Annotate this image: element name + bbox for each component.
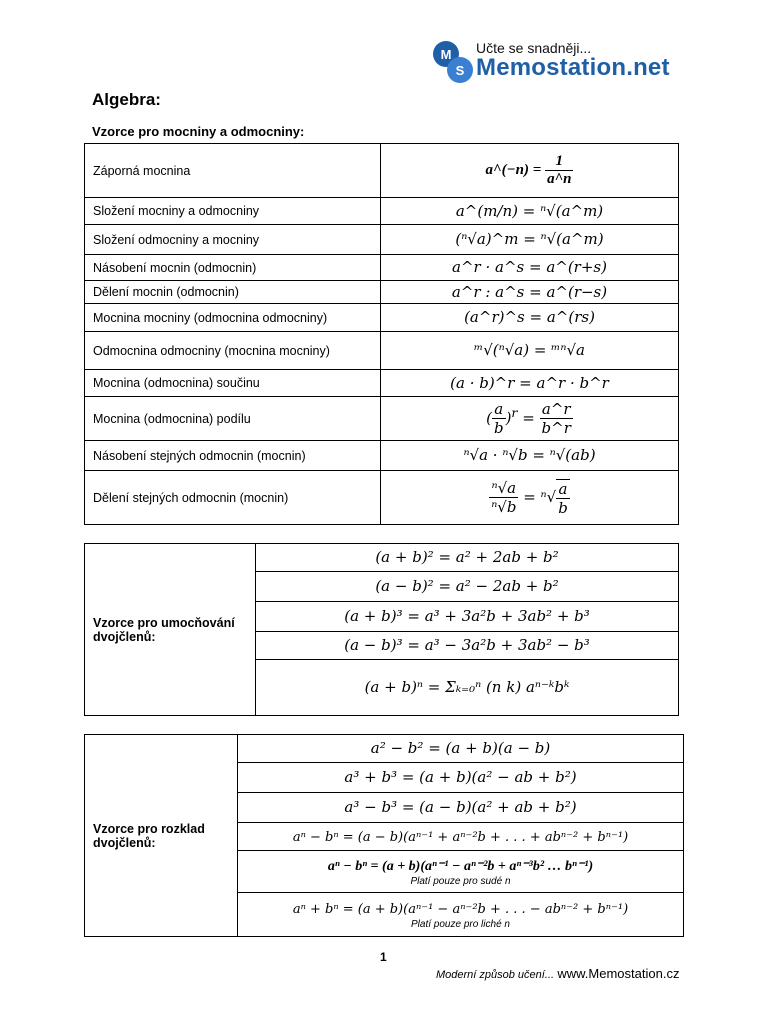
- table-row: [85, 735, 684, 763]
- formula: (a · b)^r = a^r · b^r: [450, 373, 609, 392]
- footer-slogan: Moderní způsob učení...: [436, 969, 555, 981]
- formula: ( $\frac{a}{b}$ )$^r$ = $\frac{a\^{}r}{b\^{}r}$: [486, 400, 571, 437]
- logo-tagline: Učte se snadněji...: [476, 40, 592, 56]
- formula: a^(m/n) = ⁿ√(a^m): [455, 201, 604, 220]
- formula-label: Násobení mocnin (odmocnin): [85, 255, 381, 281]
- page-title: Algebra:: [92, 90, 161, 109]
- logo-name: Memostation.net: [476, 54, 670, 81]
- binomial-factor-table: [84, 734, 684, 937]
- even-n-note: Platí pouze pro sudé n: [410, 875, 511, 887]
- section-label: Vzorce pro rozklad dvojčlenů:: [85, 735, 238, 937]
- formula-label: Složení mocniny a odmocniny: [85, 198, 381, 225]
- formula-label: Mocnina mocniny (odmocnina odmocniny): [85, 304, 381, 332]
- formula: $\frac{\text{ⁿ√a}}{\text{ⁿ√b}}$ = ⁿ√ $\frac{a}{b}$: [491, 479, 568, 517]
- table-row: [85, 144, 679, 198]
- formula: ᵐ√(ⁿ√a) = ᵐⁿ√a: [474, 341, 585, 359]
- svg-text:M: M: [440, 47, 452, 62]
- footer-url[interactable]: www.Memostation.cz: [557, 966, 680, 981]
- table-row: [85, 255, 679, 281]
- section-subtitle: Vzorce pro mocniny a odmocniny:: [92, 124, 305, 139]
- formula-label: Násobení stejných odmocnin (mocnin): [85, 441, 381, 471]
- formula: a^(−n) = $\frac{1}{a\^{}n}$: [485, 153, 572, 187]
- formula: aⁿ − bⁿ = (a + b)(aⁿ⁻¹ − aⁿ⁻²b + aⁿ⁻³b² … bⁿ⁻¹): [327, 858, 594, 874]
- table-row: [85, 225, 679, 255]
- table-row: [85, 370, 679, 397]
- formula: (a − b)³ = a³ − 3a²b + 3ab² − b³: [344, 636, 590, 654]
- formula: (ⁿ√a)^m = ⁿ√(a^m): [455, 230, 604, 248]
- memostation-logo-icon: [432, 40, 474, 84]
- odd-n-note: Platí pouze pro liché n: [411, 918, 510, 930]
- formula: ⁿ√a · ⁿ√b = ⁿ√(ab): [463, 446, 596, 464]
- formula: a^r · a^s = a^(r+s): [452, 258, 607, 276]
- formula: aⁿ + bⁿ = (a + b)(aⁿ⁻¹ − aⁿ⁻²b + . . . − abⁿ⁻² + bⁿ⁻¹): [292, 901, 629, 917]
- table-row: [85, 441, 679, 471]
- table-row: [85, 397, 679, 441]
- formula: a³ + b³ = (a + b)(a² − ab + b²): [344, 768, 577, 786]
- page-number: 1: [380, 950, 387, 964]
- formula: (a − b)² = a² − 2ab + b²: [375, 577, 559, 595]
- formula: a² − b² = (a + b)(a − b): [370, 739, 551, 757]
- binomial-power-table: [84, 543, 679, 716]
- formula-label: Složení odmocniny a mocniny: [85, 225, 381, 255]
- table-row: [85, 281, 679, 304]
- formula: a^r : a^s = a^(r−s): [451, 282, 608, 301]
- table-row: [85, 332, 679, 370]
- formula: (a^r)^s = a^(rs): [464, 308, 595, 326]
- formula-label: Odmocnina odmocniny (mocnina mocniny): [85, 332, 381, 370]
- table-row: [85, 544, 679, 572]
- table-row: [85, 471, 679, 525]
- footer: [436, 966, 679, 981]
- formula: a³ − b³ = (a − b)(a² + ab + b²): [344, 798, 577, 816]
- formula: (a + b)³ = a³ + 3a²b + 3ab² + b³: [344, 607, 590, 625]
- formula-label: Dělení stejných odmocnin (mocnin): [85, 471, 381, 525]
- formula-label: Záporná mocnina: [85, 144, 381, 198]
- section-label: Vzorce pro umocňování dvojčlenů:: [85, 544, 256, 716]
- powers-roots-table: [84, 143, 679, 525]
- memostation-logo: [432, 38, 682, 88]
- formula: (a + b)² = a² + 2ab + b²: [375, 548, 559, 566]
- formula-label: Dělení mocnin (odmocnin): [85, 281, 381, 304]
- svg-text:S: S: [455, 63, 465, 78]
- formula: (a + b)ⁿ = Σₖ₌₀ⁿ (n k) aⁿ⁻ᵏbᵏ: [364, 678, 570, 696]
- table-row: [85, 198, 679, 225]
- formula: aⁿ − bⁿ = (a − b)(aⁿ⁻¹ + aⁿ⁻²b + . . . + abⁿ⁻² + bⁿ⁻¹): [292, 829, 629, 845]
- table-row: [85, 304, 679, 332]
- formula-label: Mocnina (odmocnina) součinu: [85, 370, 381, 397]
- formula-cell: [381, 144, 679, 198]
- formula-label: Mocnina (odmocnina) podílu: [85, 397, 381, 441]
